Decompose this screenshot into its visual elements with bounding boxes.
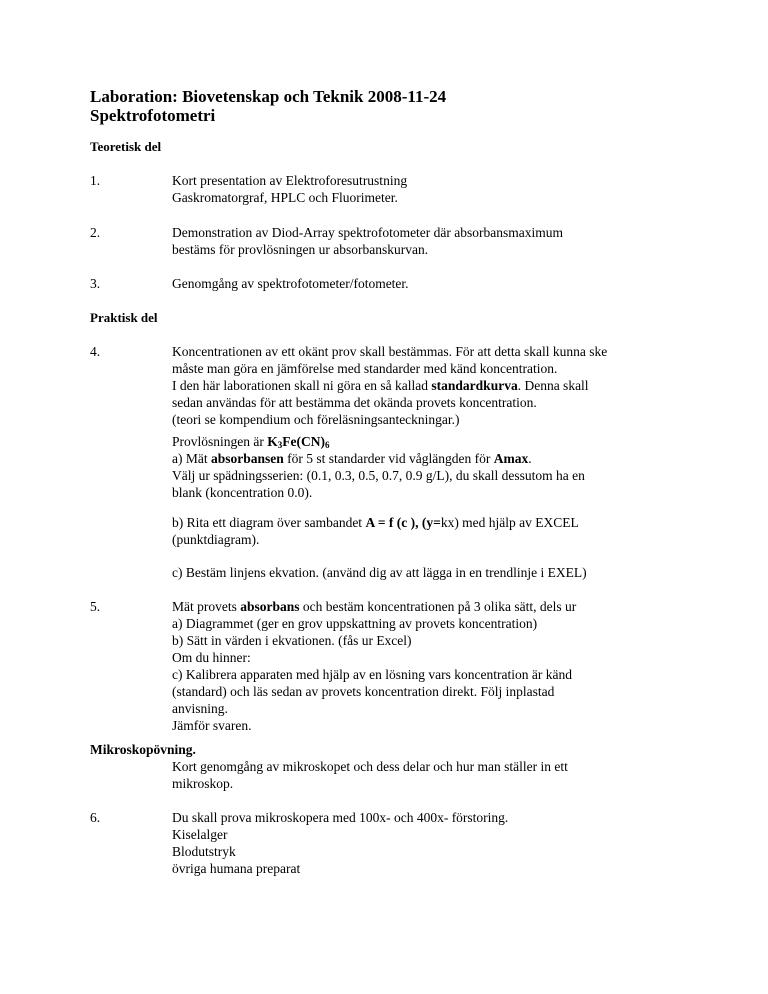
item-text-2 (172, 224, 692, 258)
item-4-p2-line-4: blank (koncentration 0.0). (172, 485, 313, 500)
item-number-6: 6. (90, 810, 101, 825)
item-6-line-4: övriga humana preparat (172, 861, 301, 876)
item-4-p1-line-1: Koncentrationen av ett okänt prov skall bestämmas. För att detta skall kunna ske (172, 344, 608, 359)
item-3-line-1: Genomgång av spektrofotometer/fotometer. (172, 276, 409, 291)
item-number-3: 3. (90, 276, 101, 291)
item-6-line-1: Du skall prova mikroskopera med 100x- och 400x- förstoring. (172, 810, 509, 825)
section-heading-praktisk: Praktisk del (90, 310, 158, 325)
item-number-4: 4. (90, 344, 101, 359)
item-6-line-3: Blodutstryk (172, 844, 236, 859)
item-text-1 (172, 172, 692, 206)
item-text-5 (172, 598, 692, 734)
item-5-line-5: c) Kalibrera apparaten med hjälp av en lösning vars koncentration är känd (172, 667, 572, 682)
document-title (90, 87, 446, 125)
item-4-p2-line-1: Provlösningen är $K_3Fe(CN)_6$ (172, 434, 330, 450)
item-4-paragraph-3 (172, 514, 692, 548)
item-5-line-3: b) Sätt in värden i ekvationen. (fås ur Excel) (172, 633, 412, 648)
standardkurva-term: standardkurva (431, 378, 518, 393)
title-line-2: Spektrofotometri (90, 106, 216, 125)
mikroskop-intro-line-1: Kort genomgång av mikroskopet och dess delar och hur man ställer in ett (172, 759, 568, 774)
item-4-p1-line-4: sedan användas för att bestämma det okända provets koncentration. (172, 395, 537, 410)
item-4-p4-line-1: c) Bestäm linjens ekvation. (använd dig av att lägga in en trendlinje i EXEL) (172, 565, 587, 580)
item-number-5: 5. (90, 599, 101, 614)
item-5-line-4: Om du hinner: (172, 650, 251, 665)
item-text-3 (172, 275, 692, 292)
item-5-line-7: anvisning. (172, 701, 228, 716)
item-number-1: 1. (90, 173, 101, 188)
item-4-p3-line-2: (punktdiagram). (172, 532, 260, 547)
item-4-p1-line-3: I den här laborationen skall ni göra en så kallad standardkurva. Denna skall (172, 378, 589, 393)
item-4-p3-line-1: b) Rita ett diagram över sambandet A = f (c ), (y=kx) med hjälp av EXCEL (172, 515, 579, 530)
item-4-p2-line-3: Välj ur spädningsserien: (0.1, 0.3, 0.5, 0.7, 0.9 g/L), du skall dessutom ha en (172, 468, 585, 483)
item-4-p1-line-5: (teori se kompendium och föreläsningsanteckningar.) (172, 412, 460, 427)
item-5-line-6: (standard) och läs sedan av provets koncentration direkt. Följ inplastad (172, 684, 555, 699)
item-4-paragraph-2 (172, 433, 692, 501)
item-5-line-8: Jämför svaren. (172, 718, 252, 733)
item-5-line-1: Mät provets absorbans och bestäm koncentrationen på 3 olika sätt, dels ur (172, 599, 577, 614)
item-5-line-2: a) Diagrammet (ger en grov uppskattning av provets koncentration) (172, 616, 538, 631)
chemical-formula: $K_3Fe(CN)_6$ (267, 434, 330, 450)
item-6-line-2: Kiselalger (172, 827, 228, 842)
item-2-line-2: bestäms för provlösningen ur absorbanskurvan. (172, 242, 429, 257)
item-4-p2-line-2: a) Mät absorbansen för 5 st standarder vid våglängden för Amax. (172, 451, 532, 466)
item-4-paragraph-4 (172, 564, 692, 581)
section-heading-teoretisk: Teoretisk del (90, 139, 162, 154)
item-4-paragraph-1 (172, 343, 692, 428)
item-1-line-2: Gaskromatorgraf, HPLC och Fluorimeter. (172, 190, 398, 205)
mikroskop-intro-line-2: mikroskop. (172, 776, 234, 791)
item-1-line-1: Kort presentation av Elektroforesutrustning (172, 173, 408, 188)
mikroskop-intro (172, 758, 692, 792)
item-2-line-1: Demonstration av Diod-Array spektrofotometer där absorbansmaximum (172, 225, 564, 240)
title-line-1: Laboration: Biovetenskap och Teknik 2008-11-24 (90, 87, 447, 106)
item-text-6 (172, 809, 692, 877)
item-number-2: 2. (90, 225, 101, 240)
section-heading-mikroskop: Mikroskopövning. (90, 742, 196, 757)
item-4-p1-line-2: måste man göra en jämförelse med standarder med känd koncentration. (172, 361, 558, 376)
